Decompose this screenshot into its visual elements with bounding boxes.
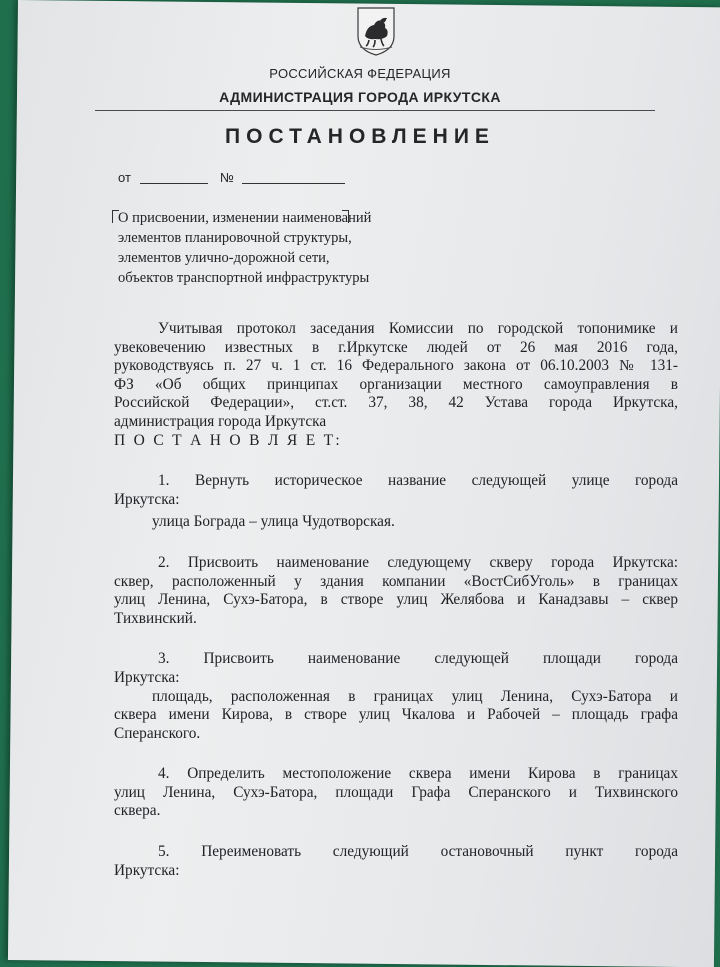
item-line: сквер, расположенный у здания компании «ВостСибУголь» в границах xyxy=(114,572,678,590)
preamble-line: ФЗ «Об общих принципах организации местного самоуправления в xyxy=(114,375,678,393)
item-line: Иркутска: xyxy=(114,668,180,686)
administration-title: АДМИНИСТРАЦИЯ ГОРОДА ИРКУТСКА xyxy=(219,89,501,105)
item-line: Иркутска: xyxy=(114,490,180,508)
number-blank xyxy=(242,183,345,184)
item-5 xyxy=(114,843,678,880)
subject-block xyxy=(118,208,438,288)
item-sub: сквера имени Кирова, в створе улиц Чкалова и Рабочей – площадь графа xyxy=(114,706,678,724)
item-line: 2. Присвоить наименование следующему скверу города Иркутска: xyxy=(158,553,678,571)
subject-line: элементов улично-дорожной сети, xyxy=(118,250,330,266)
item-sub: улица Бограда – улица Чудотворская. xyxy=(152,513,395,531)
number-label: № xyxy=(220,170,234,185)
item-3 xyxy=(114,650,678,743)
item-sub: Сперанского. xyxy=(114,724,201,742)
item-line: 5. Переименовать следующий остановочный пункт города xyxy=(158,843,678,861)
subject-line: О присвоении, изменении наименований xyxy=(118,210,372,226)
irkutsk-coat-of-arms-icon xyxy=(355,6,397,56)
document-body xyxy=(114,320,678,880)
document-title: ПОСТАНОВЛЕНИЕ xyxy=(225,125,495,148)
header-divider xyxy=(95,110,655,111)
item-4 xyxy=(114,765,678,821)
federation-title: РОССИЙСКАЯ ФЕДЕРАЦИЯ xyxy=(269,66,451,81)
item-line: 1. Вернуть историческое название следующей улице города xyxy=(158,472,678,490)
preamble xyxy=(114,320,678,432)
item-2 xyxy=(114,554,678,628)
subject-line: элементов планировочной структуры, xyxy=(118,230,352,246)
date-label: от xyxy=(118,170,131,185)
preamble-line: Учитывая протокол заседания Комиссии по городской топонимике и xyxy=(158,320,678,337)
preamble-line: руководствуясь п. 27 ч. 1 ст. 16 Федерального закона от 06.10.2003 № 131- xyxy=(114,357,678,375)
resolves-heading: П О С Т А Н О В Л Я Е Т: xyxy=(114,431,343,449)
item-line: 4. Определить местоположение сквера имени Кирова в границах xyxy=(158,765,678,783)
preamble-line: Российской Федерации», ст.ст. 37, 38, 42 Устава города Иркутска, xyxy=(114,394,678,412)
preamble-line: увековечению известных в г.Иркутске людей от 26 мая 2016 года, xyxy=(114,338,678,356)
preamble-line: администрация города Иркутска xyxy=(114,412,327,430)
item-line: сквера. xyxy=(114,802,161,820)
subject-line: объектов транспортной инфраструктуры xyxy=(118,270,370,286)
item-line: Иркутска: xyxy=(114,861,180,879)
item-line: 3. Присвоить наименование следующей площади города xyxy=(158,650,678,668)
item-line: улиц Ленина, Сухэ-Батора, в створе улиц Желябова и Канадзавы – сквер xyxy=(114,591,678,609)
item-sub: площадь, расположенная в границах улиц Ленина, Сухэ-Батора и xyxy=(152,687,678,705)
item-line: Тихвинский. xyxy=(114,609,197,627)
date-blank xyxy=(140,183,208,184)
item-line: улиц Ленина, Сухэ-Батора, площади Графа Сперанского и Тихвинского xyxy=(114,783,678,801)
item-1 xyxy=(114,472,678,532)
